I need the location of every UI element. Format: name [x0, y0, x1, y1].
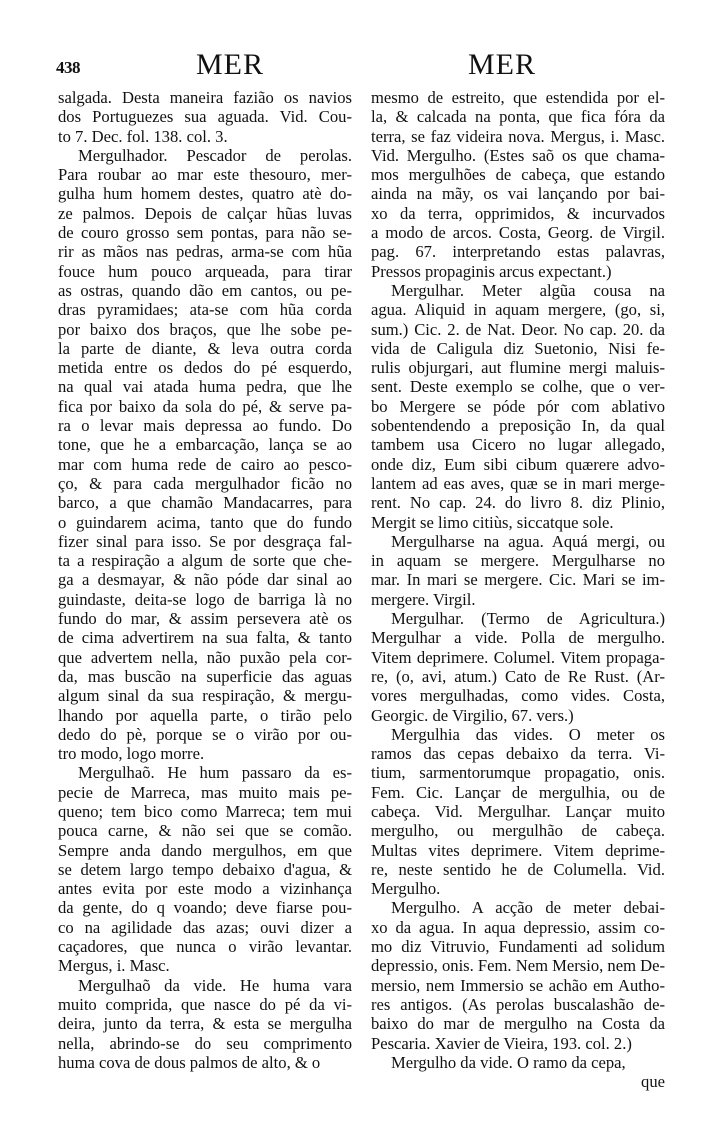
- text-line: que advertem nella, não puxão pela cor-: [58, 647, 352, 667]
- text-line: tium, sarmentorumque propagatio, onis.: [371, 763, 665, 783]
- text-line: re, neste sentido he de Columella. Vid.: [371, 859, 665, 879]
- text-line: pecie de Marreca, mas muito mais pe-: [58, 782, 352, 802]
- text-line: Mergit se limo citiùs, siccatque sole.: [371, 512, 614, 532]
- text-line: Vid. Mergulho. (Estes saõ os que chama-: [371, 145, 665, 165]
- catchword: que: [641, 1072, 665, 1092]
- text-line: in aquam se mergere. Mergulharse no: [371, 551, 665, 571]
- entry-headword-line: Mergulharse na agua. Aquá mergi, ou: [391, 531, 665, 551]
- entry-headword-line: Mergulhia das vides. O meter os: [391, 724, 665, 744]
- text-line: sent. Deste exemplo se colhe, que o ver-: [371, 377, 665, 397]
- text-line: sobentendendo a preposição In, da qual: [371, 416, 665, 436]
- text-line: Para roubar ao mar este thesouro, mer-: [58, 165, 352, 185]
- text-line: bo Mergere se póde pór com ablativo: [371, 396, 665, 416]
- text-line: as ostras, quando dão em cantos, ou pe-: [58, 280, 352, 300]
- text-line: Fem. Cic. Lançar de mergulhia, ou de: [371, 782, 665, 802]
- text-line: cabeça. Vid. Mergulhar. Lançar muito: [371, 801, 665, 821]
- text-line: mo diz Vitruvio, Fundamenti ad solidum: [371, 937, 665, 957]
- entry-headword-line: Mergulhaõ da vide. He huma vara: [78, 975, 352, 995]
- text-line: Mergulho.: [371, 879, 441, 899]
- text-line: Vitem deprimere. Columel. Vitem propaga-: [371, 647, 665, 667]
- text-line: co na agilidade das azas; ouvi dizer a: [58, 917, 352, 937]
- text-line: da gente, do q voando; deve fiarse pou-: [58, 898, 352, 918]
- text-line: rent. No cap. 24. do livro 8. diz Plinio,: [371, 493, 665, 513]
- text-line: da, mas buscão na superficie das aguas: [58, 666, 352, 686]
- text-line: barco, a que chamão Mandacarres, para: [58, 493, 352, 513]
- text-line: gulha hum homem destes, quatro atè do-: [58, 184, 352, 204]
- text-line: muito comprida, que nasce do pé da vi-: [58, 994, 352, 1014]
- text-line: agua. Aliquid in aquam mergere, (go, si,: [371, 300, 665, 320]
- entry-headword-line: Mergulho da vide. O ramo da cepa,: [391, 1052, 626, 1072]
- text-line: ta a respiração a algum de sorte que che-: [58, 551, 352, 571]
- text-line: la, & calcada na ponta, que fica fóra da: [371, 107, 665, 127]
- text-line: terra, se faz videira nova. Mergus, i. Masc.: [371, 126, 665, 146]
- left-column: [58, 88, 352, 1072]
- text-line: Mergus, i. Masc.: [58, 956, 170, 976]
- text-line: queno; tem bico como Marreca; tem mui: [58, 801, 352, 821]
- text-line: la parte de diante, & leva outra corda: [58, 338, 352, 358]
- page-number: 438: [56, 58, 80, 77]
- running-head-left: MER: [196, 48, 265, 81]
- text-line: dos Portuguezes sua aguada. Vid. Cou-: [58, 107, 352, 127]
- text-line: na qual vai atada huma pedra, que lhe: [58, 377, 352, 397]
- text-line: mergulho, ou mergulhão de cabeça.: [371, 821, 665, 841]
- text-line: to 7. Dec. fol. 138. col. 3.: [58, 126, 228, 146]
- entry-headword-line: Mergulhar. (Termo de Agricultura.): [391, 609, 665, 629]
- text-line: ainda na mãy, os vai lançando por bai-: [371, 184, 665, 204]
- text-line: rulis objurgari, aut flumine mergi maluis-: [371, 358, 665, 378]
- text-line: rir as mãos nas pedras, arma-se com hũa: [58, 242, 352, 262]
- text-line: ga a desmayar, & não póde dar sinal ao: [58, 570, 352, 590]
- text-line: por baixo dos braços, que lhe sobe pe-: [58, 319, 352, 339]
- text-line: re, (o, avi, atum.) Cato de Re Rust. (Ar-: [371, 666, 665, 686]
- text-line: ço, & para cada mergulhador ficão no: [58, 473, 352, 493]
- text-line: fundo do mar, & assim persevera atè os: [58, 609, 352, 629]
- text-line: onde diz, Eum sibi cibum quærere advo-: [371, 454, 665, 474]
- text-line: pouca carne, & não sei que se comão.: [58, 821, 352, 841]
- text-line: Pressos propaginis arcus expectant.): [371, 261, 612, 281]
- entry-headword-line: Mergulho. A acção de meter debai-: [391, 898, 665, 918]
- text-line: se detem largo tempo debaixo d'agua, &: [58, 859, 352, 879]
- text-line: Georgic. de Virgilio, 67. vers.): [371, 705, 574, 725]
- text-line: fizer sinal para isso. Se por desgraça fal-: [58, 531, 352, 551]
- text-line: nella, abrindo-se do seu comprimento: [58, 1033, 352, 1053]
- entry-headword-line: Mergulhador. Pescador de perolas.: [78, 145, 352, 165]
- text-line: Pescaria. Xavier de Vieira, 193. col. 2.): [371, 1033, 632, 1053]
- text-line: vores mergulhadas, como vides. Costa,: [371, 686, 665, 706]
- text-line: baixo do mar de mergulho na Costa da: [371, 1014, 665, 1034]
- running-head-right: MER: [468, 48, 537, 81]
- text-line: ra o levar mais depressa ao fundo. Do: [58, 416, 352, 436]
- text-line: algum sinal da sua respiração, & mergu-: [58, 686, 352, 706]
- text-line: huma cova de dous palmos de alto, & o: [58, 1052, 321, 1072]
- text-line: mersio, nem Immersio se achão em Autho-: [371, 975, 665, 995]
- text-line: dedo do pè, porque se o virão por ou-: [58, 724, 352, 744]
- text-line: tambem usa Cicero no lugar allegado,: [371, 435, 665, 455]
- entry-headword-line: Mergulhaõ. He hum passaro da es-: [78, 763, 352, 783]
- text-line: sum.) Cic. 2. de Nat. Deor. No cap. 20. da: [371, 319, 665, 339]
- text-line: vida de Caligula diz Suetonio, Nisi fe-: [371, 338, 665, 358]
- text-line: Sempre anda dando mergulhos, em que: [58, 840, 352, 860]
- text-line: caçadores, que nunca o virão levantar.: [58, 937, 352, 957]
- text-line: dras pyramidaes; ata-se com hũa corda: [58, 300, 352, 320]
- text-line: lantem ad eas aves, quæ se in mari merge-: [371, 473, 665, 493]
- text-line: salgada. Desta maneira fazião os navios: [58, 88, 352, 107]
- text-line: o guindarem acima, tanto que do fundo: [58, 512, 352, 532]
- text-line: lhando por aquella parte, o tirão pelo: [58, 705, 352, 725]
- text-line: depressio, onis. Fem. Nem Mersio, nem De-: [371, 956, 666, 976]
- text-line: ze palmos. Depois de calçar hũas luvas: [58, 203, 352, 223]
- text-line: mergere. Virgil.: [371, 589, 476, 609]
- text-line: res antigos. (As perolas buscalashão de-: [371, 994, 665, 1014]
- text-line: xo da agua. In aqua depressio, assim co-: [371, 917, 665, 937]
- text-line: de cima advertirem na sua falta, & tanto: [58, 628, 352, 648]
- text-line: fica por baixo da sola do pé, & serve pa-: [58, 396, 352, 416]
- text-line: fouce hum pouco arqueada, para tirar: [58, 261, 352, 281]
- text-line: a modo de arcos. Costa, Georg. de Virgil.: [371, 223, 665, 243]
- text-line: metida entre os dedos do pé esquerdo,: [58, 358, 352, 378]
- text-line: guindaste, deita-se logo de barriga là no: [58, 589, 352, 609]
- text-line: pag. 67. interpretando estas palavras,: [371, 242, 665, 262]
- entry-headword-line: Mergulhar. Meter algũa cousa na: [391, 280, 665, 300]
- text-line: deira, junto da terra, & esta se mergulha: [58, 1014, 352, 1034]
- text-line: Multas vites deprimere. Vitem deprime-: [371, 840, 665, 860]
- text-line: xo da terra, opprimidos, & incurvados: [371, 203, 665, 223]
- text-line: Mergulhar a vide. Polla de mergulho.: [371, 628, 665, 648]
- text-line: mesmo de estreito, que estendida por el-: [371, 88, 665, 107]
- text-line: tone, que he a embarcação, lança se ao: [58, 435, 352, 455]
- text-line: tro modo, logo morre.: [58, 744, 205, 764]
- text-line: mar com huma rede de cairo ao pesco-: [58, 454, 352, 474]
- text-line: antes evita por este modo a vizinhança: [58, 879, 352, 899]
- text-line: de couro grosso sem pontas, para não se-: [58, 223, 352, 243]
- text-line: mos mergulhões de cabeça, que estando: [371, 165, 665, 185]
- text-line: ramos das cepas debaixo da terra. Vi-: [371, 744, 665, 764]
- right-column: [371, 88, 665, 1091]
- text-line: mar. In mari se mergere. Cic. Mari se im-: [371, 570, 665, 590]
